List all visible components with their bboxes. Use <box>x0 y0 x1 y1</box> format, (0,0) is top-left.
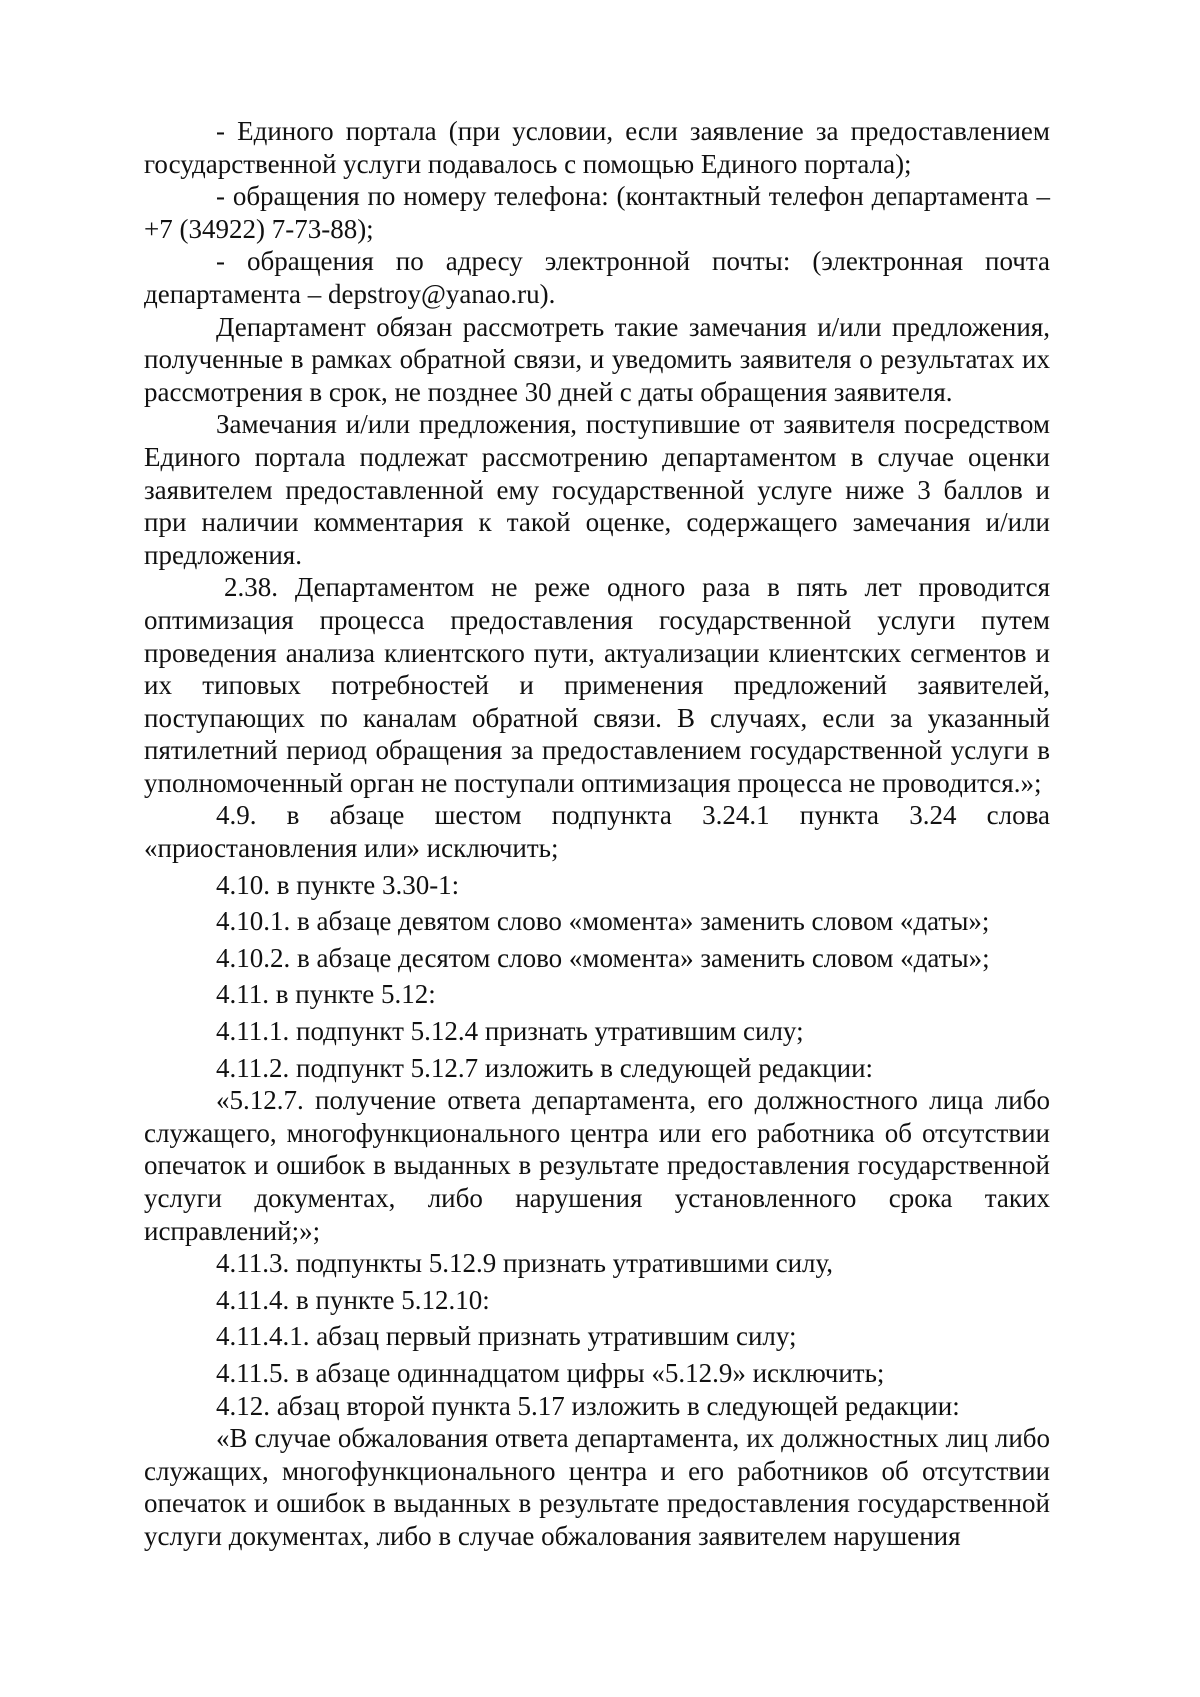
paragraph-1: - Единого портала (при условии, если заявление за предоставлением государственной услуги подавалось с помощью Единого портала); <box>144 116 1050 179</box>
paragraph-8: 4.10. в пункте 3.30-1: <box>216 869 460 900</box>
paragraph-19: 4.12. абзац второй пункта 5.17 изложить в следующей редакции: <box>216 1390 960 1421</box>
paragraph-4: Департамент обязан рассмотреть такие замечания и/или предложения, полученные в рамках обратной связи, и уведомить заявителя о результатах их рассмотрения в срок, не позднее 30 дней с даты обращения заявителя. <box>144 311 1050 407</box>
paragraph-6: 2.38. Департаментом не реже одного раза в пять лет проводится оптимизация процесса предоставления государственной услуги путем проведения анализа клиентского пути, актуализации клиентских сегментов и их типовых потребностей и применения предложений заявителей, поступающих по каналам обратной связи. В случаях, если за указанный пятилетний период обращения за предоставлением государственной услуги в уполномоченный орган не поступали оптимизация процесса не проводится.»; <box>144 572 1050 798</box>
paragraph-18: 4.11.5. в абзаце одиннадцатом цифры «5.12.9» исключить; <box>216 1357 885 1388</box>
paragraph-7: 4.9. в абзаце шестом подпункта 3.24.1 пункта 3.24 слова «приостановления или» исключить; <box>144 800 1050 864</box>
paragraph-13: 4.11.2. подпункт 5.12.7 изложить в следующей редакции: <box>216 1052 874 1083</box>
paragraph-10: 4.10.2. в абзаце десятом слово «момента» заменить словом «даты»; <box>216 942 990 973</box>
paragraph-5: Замечания и/или предложения, поступившие от заявителя посредством Единого портала подлежат рассмотрению департаментом в случае оценки заявителем предоставленной ему государственной услуге ниже 3 баллов и при наличии комментария к такой оценке, содержащего замечания и/или предложения. <box>144 409 1050 570</box>
paragraph-11: 4.11. в пункте 5.12: <box>216 979 436 1010</box>
paragraph-2: - обращения по номеру телефона: (контактный телефон департамента – +7 (34922) 7-73-88); <box>144 181 1050 244</box>
document-body <box>144 115 1050 1553</box>
paragraph-17: 4.11.4.1. абзац первый признать утратившим силу; <box>216 1321 797 1352</box>
paragraph-3: - обращения по адресу электронной почты: (электронная почта департамента – depstroy@yanao.ru). <box>144 246 1050 309</box>
paragraph-9: 4.10.1. в абзаце девятом слово «момента» заменить словом «даты»; <box>216 906 990 937</box>
paragraph-12: 4.11.1. подпункт 5.12.4 признать утратившим силу; <box>216 1016 804 1047</box>
paragraph-14: «5.12.7. получение ответа департамента, его должностного лица либо служащего, многофункционального центра или его работника об отсутствии опечаток и ошибок в выданных в результате предоставления государственной услуги документах, либо нарушения установленного срока таких исправлений;»; <box>144 1085 1050 1246</box>
paragraph-15: 4.11.3. подпункты 5.12.9 признать утратившими силу, <box>216 1248 834 1279</box>
paragraph-16: 4.11.4. в пункте 5.12.10: <box>216 1284 490 1315</box>
paragraph-20: «В случае обжалования ответа департамента, их должностных лиц либо служащих, многофункционального центра и его работников об отсутствии опечаток и ошибок в выданных в результате предоставления государственной услуги документах, либо в случае обжалования заявителем нарушения <box>144 1423 1050 1551</box>
